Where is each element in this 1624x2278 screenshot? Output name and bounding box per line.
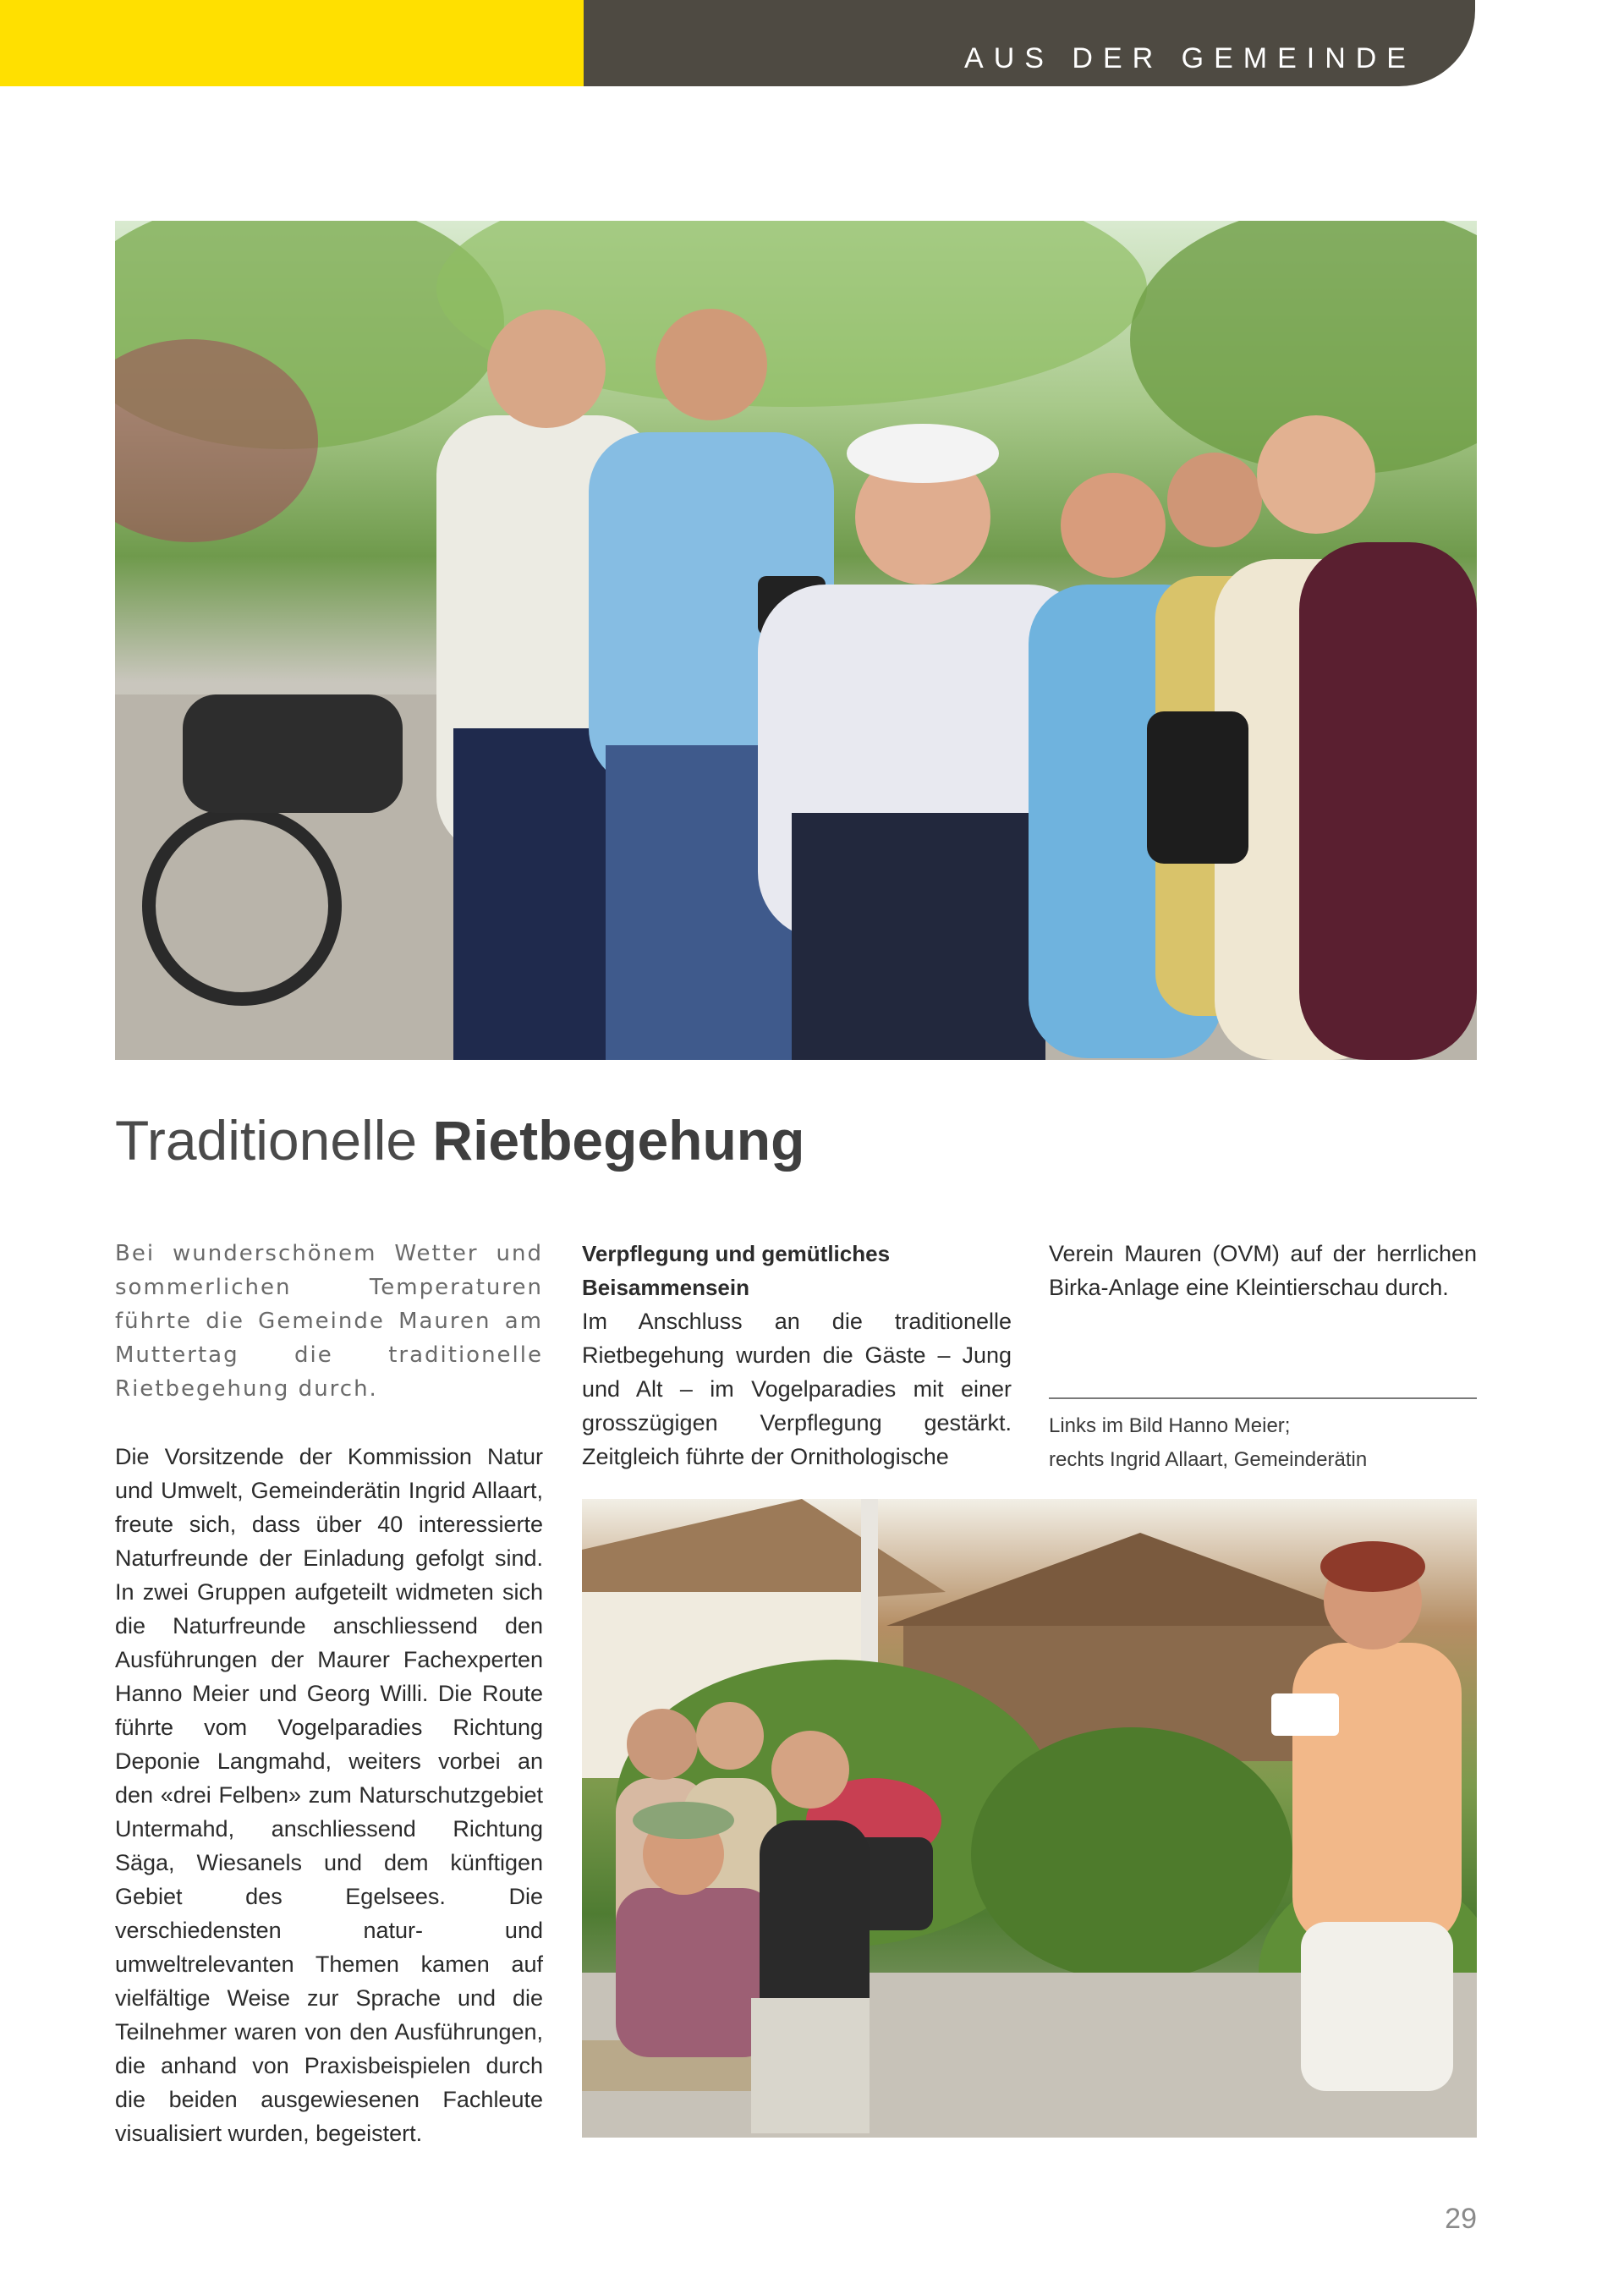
headline-bold: Rietbegehung — [432, 1109, 805, 1172]
article-body-1: Die Vorsitzende der Kommission Natur und Umwelt, Gemeinderätin Ingrid Allaart, freute sich, dass über 40 interessierte Naturfreunde der Einladung gefolgt sind. In zwei Gruppen aufgeteilt widmeten sich die Naturfreunde anschliessend den Ausführungen der Maurer Fachexperten Hanno Meier und Georg Willi. Die Route führte vom Vogelparadies Richtung Deponie Langmahd, weiters vorbei an den «drei Felben» zum Naturschutzgebiet Untermahd, anschliessend Richtung Säga, Wiesanels und dem künftigen Gebiet des Egelsees. Die verschiedensten natur- und umweltrelevanten Themen kamen auf vielfältige Weise zur Sprache und die Teilnehmer waren von den Ausführungen, die anhand von Praxisbeispielen durch die beiden ausgewiesenen Fachleute visualisiert wurden, begeistert. — [115, 1444, 543, 2146]
section-header-bar — [584, 0, 1475, 86]
reading-photo — [582, 1499, 1477, 2138]
page-number: 29 — [1445, 2203, 1477, 2235]
article-headline — [115, 1108, 804, 1172]
caption-divider — [1049, 1397, 1477, 1399]
header-accent-bar — [0, 0, 584, 86]
caption-line-1: Links im Bild Hanno Meier; — [1049, 1414, 1291, 1437]
caption-line-2: rechts Ingrid Allaart, Gemeinderätin — [1049, 1448, 1368, 1471]
headline-light: Traditionelle — [115, 1109, 433, 1172]
section-title: AUS DER GEMEINDE — [964, 42, 1416, 74]
article-lead: Bei wunderschönem Wetter und sommerlichen Temperaturen führte die Gemeinde Mauren am Muttertag die traditionelle Rietbegehung durch. — [115, 1241, 543, 1402]
article-subheading: Verpflegung und gemütliches Beisammensein — [582, 1241, 891, 1300]
article-column-3 — [1049, 1237, 1477, 1304]
article-column-1 — [115, 1237, 543, 2150]
article-column-2 — [582, 1237, 1012, 1474]
article-body-3: Verein Mauren (OVM) auf der herrlichen Birka-Anlage eine Kleintierschau durch. — [1049, 1241, 1477, 1300]
photo-caption — [1049, 1409, 1477, 1477]
group-photo — [115, 221, 1477, 1060]
article-body-2: Im Anschluss an die traditionelle Rietbegehung wurden die Gäste – Jung und Alt – im Vogelparadies mit einer grosszügigen Verpflegung gestärkt. Zeitgleich führte der Ornithologische — [582, 1309, 1012, 1469]
